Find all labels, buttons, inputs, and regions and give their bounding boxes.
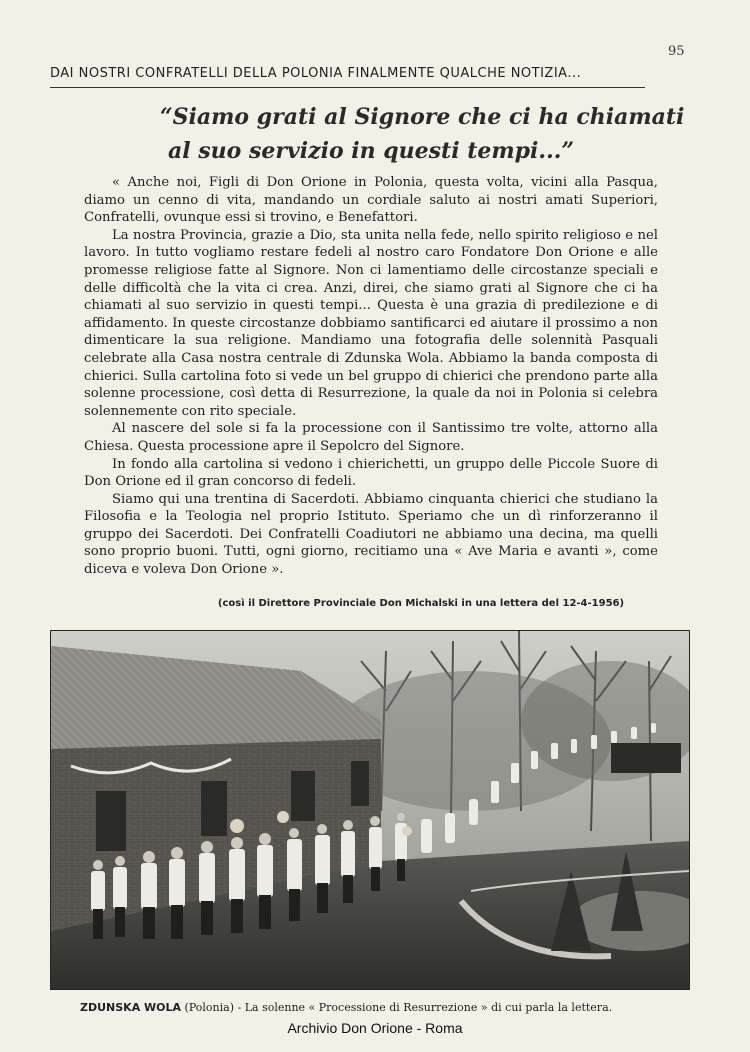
running-header: DAI NOSTRI CONFRATELLI DELLA POLONIA FINALMENTE QUALCHE NOTIZIA... xyxy=(50,66,582,81)
article-paragraph: Al nascere del sole si fa la processione con il Santissimo tre volte, attorno alla Chiesa. Questa processione apre il Sepolcro del Signore. xyxy=(84,421,658,454)
letter-attribution: (così il Direttore Provinciale Don Michalski in una lettera del 12-4-1956) xyxy=(217,598,625,609)
headline-line-1: “Siamo grati al Signore che ci ha chiamati xyxy=(160,104,685,130)
page-number: 95 xyxy=(668,44,685,59)
caption-text: (Polonia) - La solenne « Processione di Resurrezione » di cui parla la lettera. xyxy=(184,1001,613,1014)
article-paragraph: La nostra Provincia, grazie a Dio, sta unita nella fede, nello spirito religioso e nel lavoro. In tutto vogliamo restare fedeli al nostro caro Fondatore Don Orione e alle promesse religiose fatte al Signore. Non ci lamentiamo delle circostanze speciali e delle difficoltà che la vita ci crea. Anzi, direi, che siamo grati al Signore che ci ha chiamati al suo servizio in questi tempi... Questa è una grazia di predilezione e di affidamento. In queste circostanze dobbiamo santificarci ed aiutare il prossimo a non dimenticare la sua religione. Mandiamo una fotografia delle solennità Pasquali celebrate alla Casa nostra centrale di Zdunska Wola. Abbiamo la banda composta di chierici. Sulla cartolina foto si vede un bel gruppo di chierici che prendono parte alla solenne processione, così detta di Resurrezione, la quale da noi in Polonia si celebra solennemente con rito speciale. xyxy=(84,227,658,419)
archive-credit: Archivio Don Orione - Roma xyxy=(287,1020,463,1036)
article-paragraph: In fondo alla cartolina si vedono i chierichetti, un gruppo delle Piccole Suore di Don Orione ed il gran concorso di fedeli. xyxy=(84,456,658,490)
headline-line-2: al suo servizio in questi tempi...” xyxy=(168,138,575,164)
headline xyxy=(160,100,700,168)
article-paragraph: « Anche noi, Figli di Don Orione in Polonia, questa volta, vicini alla Pasqua, diamo un cenno di vita, mandando un cordiale saluto ai nostri amati Superiori, Confratelli, ovunque essi si trovino, e Benefattori. xyxy=(84,175,658,226)
caption-place: ZDUNSKA WOLA xyxy=(80,1001,182,1014)
header-rule xyxy=(50,87,645,88)
article-body xyxy=(84,174,658,579)
procession-photo xyxy=(50,630,690,990)
article-paragraph: Siamo qui una trentina di Sacerdoti. Abbiamo cinquanta chierici che studiano la Filosofia e la Teologia nel proprio Istituto. Speriamo che un dì rinforzeranno il gruppo dei Sacerdoti. Dei Confratelli Coadiutori ne abbiamo una decina, ma quelli sono proprio buoni. Tutti, ogni giorno, recitiamo una « Ave Maria e avanti », come diceva e voleva Don Orione ». xyxy=(84,491,658,578)
photo-caption xyxy=(80,1001,680,1014)
